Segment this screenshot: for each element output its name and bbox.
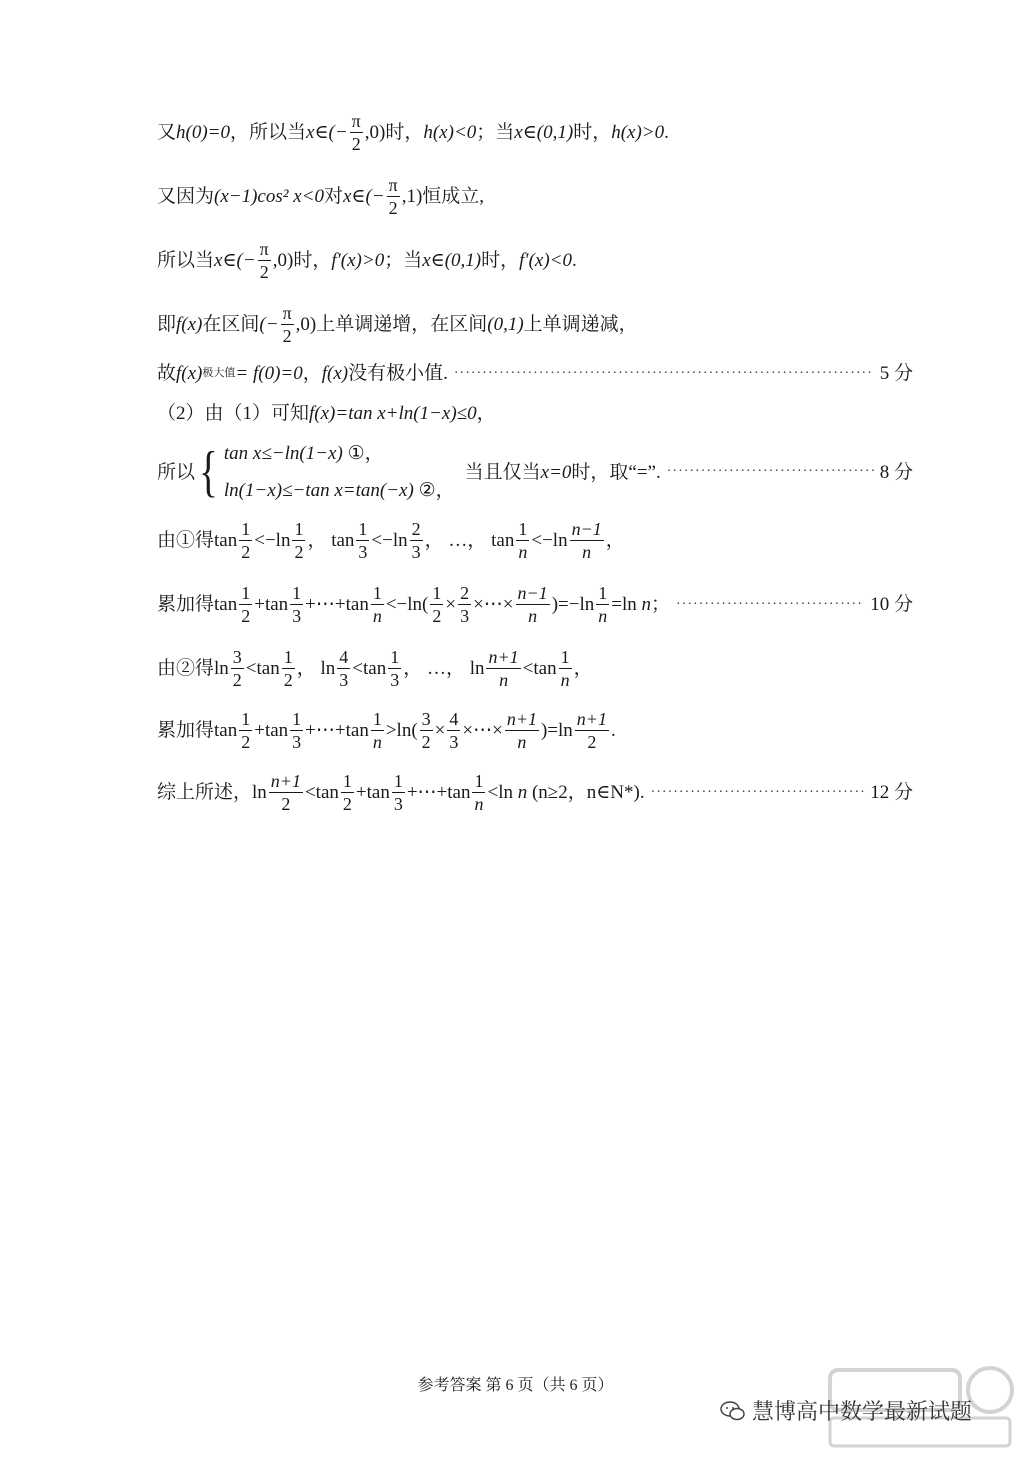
math: (n≥2，n∈N*) bbox=[531, 782, 640, 803]
text: 时， bbox=[481, 250, 520, 271]
math: ,0) bbox=[272, 250, 294, 271]
math: x∈(− bbox=[306, 122, 348, 143]
text: ；当 bbox=[384, 250, 423, 271]
math: ,0) bbox=[364, 122, 386, 143]
text: 所以 bbox=[157, 461, 196, 483]
text: . bbox=[571, 250, 577, 271]
subscript: 极大值 bbox=[202, 367, 236, 379]
text: 时， bbox=[573, 122, 612, 143]
page-footer: 参考答案 第 6 页（共 6 页） bbox=[417, 1377, 614, 1394]
line-9: 累加得 tan $\frac{1}{2}$ +tan $\frac{1}{3}$ +⋯+tan $\frac{1}{n}$ <−ln( $\frac{1}{2}$ × $\frac{2}{3}$ ×⋯× $\frac{n-1}{n}$ )=−ln $\frac{1}{n}$ =ln n； ····· 10 分 bbox=[157, 584, 913, 625]
line-11: 累加得 tan $\frac{1}{2}$ +tan $\frac{1}{3}$ +⋯+tan $\frac{1}{n}$ >ln( $\frac{3}{2}$ × $\frac{4}{3}$ ×⋯× $\frac{n+1}{n}$ )=ln $\frac{n+1}{2}$ . bbox=[157, 709, 616, 752]
math: x=0 bbox=[540, 461, 572, 483]
text: 当且仅当 bbox=[464, 461, 541, 483]
math: (− bbox=[259, 314, 279, 335]
text: 恒成立, bbox=[422, 186, 485, 207]
fraction: $\frac{\pi}{2}$ bbox=[259, 239, 269, 282]
line-2 bbox=[157, 176, 913, 217]
text: 在区间 bbox=[202, 314, 260, 335]
text: 又因为 bbox=[157, 186, 215, 207]
math: ,0) bbox=[295, 314, 317, 335]
score: 8 分 bbox=[879, 461, 913, 483]
text: 累加得 bbox=[157, 720, 215, 741]
score: 10 分 bbox=[870, 594, 913, 615]
fraction: $\frac{\pi}{2}$ bbox=[388, 175, 398, 218]
line-5 bbox=[157, 364, 913, 383]
text: 综上所述， bbox=[157, 782, 253, 803]
text: 上单调递增，在区间 bbox=[316, 314, 488, 335]
math: h(0)=0 bbox=[176, 122, 230, 143]
math: ,1) bbox=[401, 186, 423, 207]
text: ， bbox=[476, 403, 496, 424]
math: x∈(0,1) bbox=[514, 122, 574, 143]
wechat-icon bbox=[720, 1401, 746, 1421]
math: (x−1)cos² x<0 bbox=[214, 186, 324, 207]
text: （2）由（1）可知 bbox=[157, 403, 310, 424]
math: f′(x)<0 bbox=[519, 250, 572, 271]
text: ，所以当 bbox=[230, 122, 307, 143]
text: 没有极小值. bbox=[348, 363, 448, 384]
line-7 bbox=[157, 441, 913, 503]
text: 上单调递减， bbox=[523, 314, 638, 335]
score: 12 分 bbox=[870, 782, 913, 803]
fraction: $\frac{\pi}{2}$ bbox=[351, 111, 361, 154]
line-1 bbox=[157, 112, 913, 153]
equation-system: { tan x≤−ln(1−x) ①， ln(1−x)≤−tan x=tan(−x) ②， bbox=[199, 441, 455, 503]
dot-leader bbox=[667, 465, 874, 479]
math: = f(0)=0 bbox=[235, 363, 303, 384]
text: 所以当 bbox=[157, 250, 215, 271]
math: h(x)<0 bbox=[423, 122, 477, 143]
line-8: 由①得 tan $\frac{1}{2}$ <−ln $\frac{1}{2}$ ， tan $\frac{1}{3}$ <−ln $\frac{2}{3}$ ， …， tan $\frac{1}{n}$ <−ln $\frac{n-1}{n}$ ， bbox=[157, 519, 625, 562]
text: 由①得 bbox=[157, 530, 215, 551]
line-10: 由②得 ln $\frac{3}{2}$ <tan $\frac{1}{2}$ ， ln $\frac{4}{3}$ <tan $\frac{1}{3}$ ， …， ln $\frac{n+1}{n}$ <tan $\frac{1}{n}$ ， bbox=[157, 647, 593, 690]
text: ， bbox=[302, 363, 322, 384]
line-12: 综上所述， ln $\frac{n+1}{2}$ <tan $\frac{1}{2}$ +tan $\frac{1}{3}$ +⋯+tan $\frac{1}{n}$ <ln n (n≥2，n∈N*) . ····· 12 分 bbox=[157, 772, 913, 813]
text: 累加得 bbox=[157, 594, 215, 615]
score: 5 分 bbox=[879, 363, 913, 384]
math: x∈(− bbox=[214, 250, 256, 271]
line-6 bbox=[157, 404, 913, 423]
text: . bbox=[664, 122, 669, 143]
math: f(x) bbox=[176, 363, 203, 384]
text: 对 bbox=[323, 186, 343, 207]
line-3 bbox=[157, 240, 913, 281]
watermark-text: 慧博高中数学最新试题 bbox=[752, 1400, 973, 1425]
text: 时， bbox=[293, 250, 332, 271]
math: x∈(− bbox=[342, 186, 385, 207]
text: 时，取“=”. bbox=[571, 461, 661, 483]
text: 由②得 bbox=[157, 658, 215, 679]
math: f′(x)>0 bbox=[331, 250, 385, 271]
math: f(x) bbox=[176, 314, 203, 335]
math: f(x) bbox=[321, 363, 349, 384]
text: 时， bbox=[385, 122, 424, 143]
text: 即 bbox=[157, 314, 177, 335]
line-4 bbox=[157, 304, 913, 345]
math: (0,1) bbox=[487, 314, 524, 335]
text: ；当 bbox=[476, 122, 515, 143]
text: 故 bbox=[157, 363, 177, 384]
dot-leader bbox=[651, 786, 865, 800]
text: 又 bbox=[157, 122, 177, 143]
fraction: $\frac{\pi}{2}$ bbox=[282, 303, 292, 346]
dot-leader bbox=[676, 598, 864, 612]
math: h(x)>0 bbox=[611, 122, 665, 143]
math: f(x)=tan x+ln(1−x)≤0 bbox=[309, 403, 477, 424]
watermark bbox=[720, 1395, 972, 1426]
math: x∈(0,1) bbox=[422, 250, 482, 271]
dot-leader bbox=[454, 367, 874, 381]
